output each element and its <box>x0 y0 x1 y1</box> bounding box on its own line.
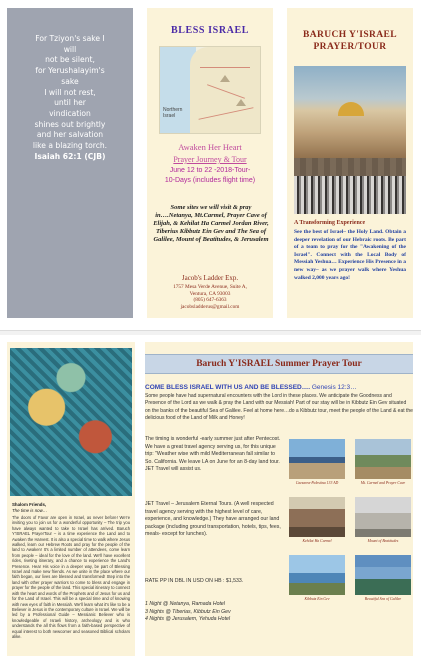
verse-line: like a blazing torch. <box>32 141 108 151</box>
photo-caption: Caesarea-Palestina 133 AD <box>295 481 339 485</box>
verse-line: and her salvation <box>36 130 104 140</box>
kehilat-photo <box>289 497 345 537</box>
verse-line: for Yerushalayim's <box>35 66 105 76</box>
letter-lead: The time is now… <box>12 507 48 513</box>
verse-line: not be silent, <box>45 55 95 65</box>
cover-title <box>287 30 413 53</box>
photo-caption: Mount of Beatitudes <box>367 539 399 543</box>
page-divider <box>0 330 421 335</box>
tour-info-panel <box>147 8 273 318</box>
tagline <box>145 384 413 391</box>
cover-title-line: PRAYER/TOUR <box>313 41 387 52</box>
map-mountain-icon <box>236 99 246 106</box>
nights-list <box>145 601 283 624</box>
brochure-inside-page <box>0 342 421 656</box>
galilee-photo <box>355 555 411 595</box>
photo-caption: Beautiful Sea of Galilee <box>364 597 402 601</box>
map-road <box>200 67 250 68</box>
letter-panel <box>7 342 135 656</box>
map-label: Northern Israel <box>163 107 183 119</box>
mt-carmel-photo <box>355 439 411 479</box>
crowd-shape <box>294 176 406 214</box>
journey-heading: Prayer Journey & Tour <box>173 155 247 164</box>
beatitudes-photo <box>355 497 411 537</box>
greeting-text: Shalom Friends, <box>12 502 47 507</box>
verse-text <box>13 34 127 162</box>
summer-tour-banner: Baruch Y'ISRAEL Summer Prayer Tour <box>145 354 413 374</box>
timing-paragraph: The timing is wonderful -early summer just after Pentecost. We have a great travel agency serving us, for this unique trip: "Weather wise with mild Mediterranean fall similar to So. California. We leave LA on June for an 8-day land tour. JET Travel will assist us. <box>145 436 281 473</box>
tour-date-range: June 12 to 22 -2018-Tour- <box>169 167 251 174</box>
tour-duration: 10-Days (includes flight time) <box>164 177 256 184</box>
verse-line: For Tziyon's sake I <box>35 34 105 43</box>
cover-panel <box>287 8 413 318</box>
mosaic-tiles <box>10 348 132 496</box>
kibbutz-photo <box>289 555 345 595</box>
brochure-front-page <box>0 0 421 325</box>
photo-caption: Mt. Carmel and Prayer Cave <box>360 481 406 485</box>
verse-panel <box>7 8 133 318</box>
caesarea-photo <box>289 439 345 479</box>
verse-line: vindication <box>49 108 91 118</box>
awaken-heading: Awaken Her Heart <box>178 142 242 152</box>
agency-name: Jacob's Ladder Exp. <box>181 274 239 282</box>
jerusalem-photo <box>294 66 406 214</box>
verse-line: until her <box>54 98 86 108</box>
agency-address <box>147 284 273 310</box>
cover-body: See the best of Israel– the Holy Land. Obtain a deeper revelation of our Hebraic roots. Be part of a team to pray for the "Awakening of the Israel". Connect with the Local Body of Messiah Yeshua… Experience His Presence in a new way– as we prayer walk where Yeshua walked 2,000 years ago! <box>294 229 406 281</box>
travel-agency-paragraph: JET Travel – Jerusalem Eternal Tours. (A well respected travel agency serving with the highest level of care, experience, and knowledge.) They have arranged our land package (including ground transportation, hotels, tips, fees, meals- except for lunches). <box>145 501 281 538</box>
address-line: (805) 647-6363 <box>193 297 227 304</box>
cover-subtitle: A Transforming Experience <box>294 220 366 226</box>
photo-caption: Kibbutz Ein Gev <box>304 597 330 601</box>
summer-tour-panel <box>145 342 413 656</box>
dome-of-rock-shape <box>338 102 364 116</box>
verse-line: shines out brightly <box>34 119 106 129</box>
photo-caption: Kehilat Ha Carmel <box>302 539 332 543</box>
verse-line: will <box>63 44 77 54</box>
letter-greeting <box>12 502 130 513</box>
agency-email: jacobsladderus@gmail.com <box>180 303 240 310</box>
tagline-reference: Genesis 12:3… <box>311 384 357 391</box>
israel-map-image <box>159 46 261 134</box>
tagline-text: COME BLESS ISRAEL WITH US AND BE BLESSED…. <box>145 384 311 391</box>
intro-text: Some people have had supernatural encounters with the Lord in these places. We anticipate the Goodness and Presence of the Lord as we walk & pray the Land with our Messiah! Part of our stay will be in Kibbutz Ein Gev situated on the banks of the beautiful Sea of Galilee. Feel at home here…do a Kibbutz tour, meet the people of the Land & eat the delicious food of the Land of Milk and Honey! <box>145 393 413 422</box>
nights-item: 1 Night @ Netanya, Ramada Hotel <box>145 601 225 607</box>
mosaic-image <box>10 348 132 496</box>
rate-text: RATE PP IN DBL IN USD ON HB : $1,533. <box>145 578 244 584</box>
sites-list: Some sites we will visit & pray in….Netanya, Mt.Carmel, Prayer Cave of Elijah, & Kehilat Ha Carmel Jordan River, Tiberius Kibbutz Ein Gev and The Sea of Galilee, Mount of Beatitudes, & Jerusalem <box>153 204 269 243</box>
nights-item: 3 Nights @ Tiberias, Kibbutz Ein Gev <box>145 608 231 615</box>
address-line: Ventura, CA 93003 <box>189 290 231 297</box>
panel-title: BLESS ISRAEL <box>170 25 250 36</box>
letter-body: The doors of Favor are open in Israel, as never before! We're inviting you to join us for a wonderful opportunity – The trip you have always wanted to take to Israel has arrived. Baruch Y'ISRAEL PrayerTour – is a time experience the Land and to Awaken the Harvest. It is also a special time to walk where Jesus walked, learn our Hebrew Roots and pray for the people of the land to Awaken! It's a limited number of attendees, come learn from people – ideal for the love of the land. We'll have excellent rides, riveting itinerary, and a chance to experience the Land's Presence. Hear His voice in a deeper way, be part of Blessing Israel and make new friends. As we unite in the place where our faith began, our lives are blessed and transformed! Step into the land with other prayer warriors to come to bless and engage in prayer for the people of the land. This special itinerary to connect with the heart and words of the Prophets and of Jesus for us and for the Land of Israel. This will be a special time and of knowing with new eyes of faith in Messiah. We'll learn what it's like to be a Believer in Jesus in the contemporary culture in Israel. We will be led by a Professional Guide – Messianic Believer who is knowledgeable of Israeli history, archeology and is who understands the all this flows from a faith-based perspective of equal interest to both newcomer and seasoned Biblical scholars alike. <box>12 515 131 639</box>
map-mountain-icon <box>220 75 230 82</box>
verse-line: sake <box>61 76 79 86</box>
verse-line: I will not rest, <box>44 87 96 97</box>
verse-reference: Isaiah 62:1 (CJB) <box>34 151 106 161</box>
address-line: 1757 Mesa Verde Avenue, Suite A, <box>173 284 247 290</box>
nights-item: 4 Nights @ Jerusalem, Yehuda Hotel <box>145 616 231 623</box>
cover-title-line: BARUCH Y'ISRAEL <box>302 30 398 40</box>
tour-dates <box>147 166 273 186</box>
photo-grid <box>289 439 413 647</box>
